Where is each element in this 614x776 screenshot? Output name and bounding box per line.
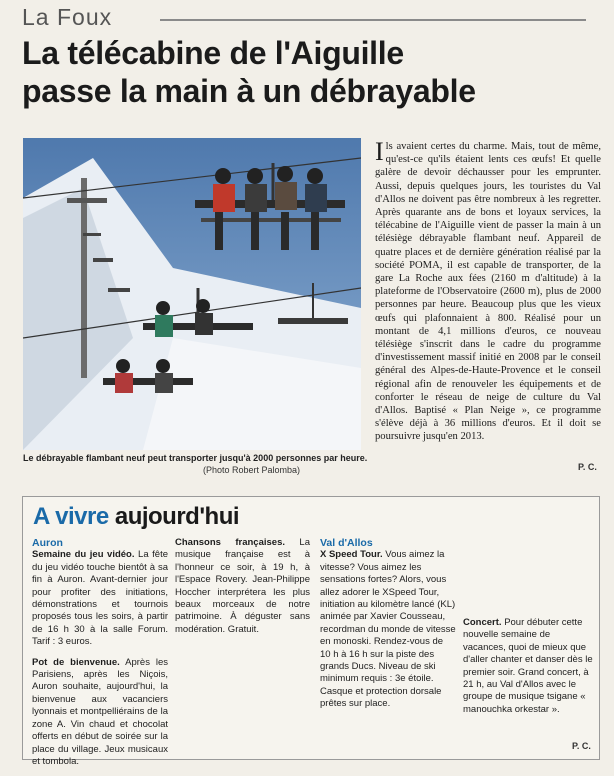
event-text: Après les Parisiens, après les Niçois, Auron souhaite, aujourd'hui, la bienvenue aux vacanciers lyonnais et montpelliérains de la zone A. Vin chaud et chocolat offerts en début de soirée sur la place du village. Jeux musicaux et tombola. bbox=[32, 656, 168, 767]
article-body bbox=[375, 137, 601, 444]
chairlift-photo bbox=[23, 138, 361, 450]
headline-line-1: La télécabine de l'Aiguille bbox=[22, 35, 404, 71]
section-auron: Auron bbox=[32, 537, 63, 549]
events-column-2 bbox=[175, 537, 310, 644]
box-title bbox=[33, 503, 239, 531]
events-column-1 bbox=[32, 537, 168, 776]
box-signoff: P. C. bbox=[572, 741, 591, 751]
event-concert bbox=[463, 617, 593, 716]
event-pot-bienvenue bbox=[32, 657, 168, 769]
event-chansons bbox=[175, 537, 310, 636]
section-val-allos: Val d'Allos bbox=[320, 537, 373, 549]
kicker-location: La Foux bbox=[22, 4, 113, 30]
kicker-divider bbox=[160, 19, 586, 21]
event-jeu-video bbox=[32, 549, 168, 648]
event-lead: Chansons françaises. bbox=[175, 537, 285, 548]
events-column-3 bbox=[320, 537, 456, 719]
headline-line-2: passe la main à un débrayable bbox=[22, 73, 476, 109]
headline bbox=[22, 34, 602, 110]
event-text: Pour débuter cette nouvelle semaine de vacances, quoi de mieux que d'aller chanter et danser dès le premier soir. Grand concert, à 21 h, au Val d'Allos avec le groupe de musique tsigane « manouchka orkestar ». bbox=[463, 617, 593, 715]
box-title-dark: aujourd'hui bbox=[114, 503, 240, 530]
events-column-4 bbox=[463, 617, 593, 724]
article-text: ls avaient certes du charme. Mais, tout de même, qu'est-ce qu'ils étaient lents ces œufs! Et quelle galère de devoir déchausser pour les emprunter. Aussi, depuis quelques jours, les touristes du Val d'Allos ne doivent pas être nombreux à les regretter. Après quarante ans de bons et loyaux services, la télécabine de l'Aiguille vient de passer la main à un télésiège débrayable flambant neuf. Appareil de quatre places et de dernière génération réalisé par la société POMA, il est capable de transporter, de la gare La Roche aux fées (2160 m d'altitude) à la plateforme de l'Observatoire (2600 m), plus de 2000 personnes par heure. Beaucoup plus que les vieux œufs qui plafonnaient à 800. Réalisé pour un montant de 4,1 millions d'euros, ce nouveau télésiège s'inscrit dans le cadre du programme d'investissement massif initié en 2008 par le conseil général des Alpes-de-Haute-Provence et le conseil régional afin de renouveler les équipements et de conforter le réseau de neige de culture du Val d'Allos. Baptisé « Plan Neige », ce programme s'élève déjà à 36 millions d'euros. Et il doit se poursuivre jusqu'en 2013. bbox=[375, 141, 601, 443]
photo-caption: Le débrayable flambant neuf peut transporter jusqu'à 2000 personnes par heure. bbox=[23, 453, 368, 463]
drop-cap: I bbox=[375, 137, 384, 166]
article-paragraph bbox=[375, 137, 601, 444]
event-lead: Semaine du jeu vidéo. bbox=[32, 549, 135, 561]
event-lead: Concert. bbox=[463, 617, 502, 628]
photo-credit: (Photo Robert Palomba) bbox=[203, 465, 301, 475]
chairlift-illustration bbox=[23, 138, 361, 450]
event-xspeed bbox=[320, 549, 456, 710]
box-title-accent: A vivre bbox=[33, 503, 109, 530]
event-lead: X Speed Tour. bbox=[320, 549, 383, 561]
event-text: La musique française est à l'honneur ce soir, à 19 h, à l'Espace Rovery. Jean-Philippe Hoccher interprétera les plus beaux morceaux de notre patrimoine. À déguster sans modération. Gratuit. bbox=[175, 537, 310, 635]
event-lead: Pot de bienvenue. bbox=[32, 656, 120, 668]
event-text: Vous aimez la vitesse? Vous aimez les sensations fortes? Alors, vous allez adorer le XSpeed Tour, initiation au kilomètre lancé (KL) animée par Xavier Cousseau, recordman du monde de vitesse en monoski. Rendez-vous de 10 h à 16 h sur la piste des grands Ducs. Niveau de ski minimum requis : 3e étoile. Casque et protection dorsale prêtes sur place. bbox=[320, 549, 456, 710]
events-box bbox=[22, 496, 600, 767]
event-text: La fête du jeu vidéo touche bientôt à sa fin à Auron. Avant-dernier jour pour profiter des initiations, démonstrations et tournois proposés tous les soirs, à partir de 16 h 30 à la salle Forum. Tarif : 3 euros. bbox=[32, 549, 169, 648]
article-signoff: P. C. bbox=[578, 462, 597, 472]
